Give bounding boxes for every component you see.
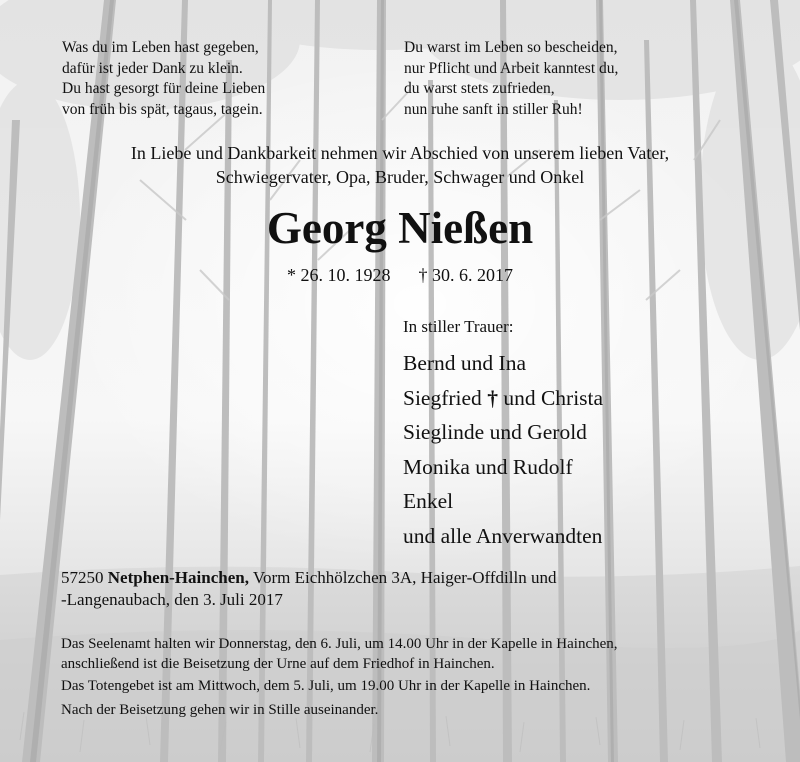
- poem-left-line: von früh bis spät, tagaus, tagein.: [62, 100, 263, 118]
- deceased-name: Georg Nießen: [266, 203, 534, 253]
- notice-line: Nach der Beisetzung gehen wir in Stille auseinander.: [61, 702, 379, 718]
- death-date: † 30. 6. 2017: [418, 265, 513, 285]
- funeral-notices: [61, 634, 761, 720]
- poem-left-line: Was du im Leben hast gegeben,: [62, 39, 259, 56]
- notice-line: Das Seelenamt halten wir Donnerstag, den 6. Juli, um 14.00 Uhr in der Kapelle in Hainchen,: [61, 636, 618, 652]
- mourner-line: Monika und Rudolf: [403, 454, 573, 479]
- poem-right: [404, 38, 618, 120]
- mourner-line: Enkel: [403, 489, 454, 513]
- life-dates: [0, 263, 800, 287]
- cross-icon: †: [487, 385, 498, 410]
- address-line: -Langenaubach, den 3. Juli 2017: [61, 590, 283, 609]
- poem-right-line: nur Pflicht und Arbeit kanntest du,: [404, 59, 619, 77]
- poem-right-line: nun ruhe sanft in stiller Ruh!: [404, 100, 583, 118]
- poem-left: [62, 38, 265, 120]
- address-street: Vorm Eichhölzchen 3A, Haiger-Offdilln und: [252, 568, 557, 587]
- mourner-name: Siegfried: [403, 385, 488, 410]
- notice-line: anschließend ist die Beisetzung der Urne auf dem Friedhof in Hainchen.: [61, 656, 495, 672]
- poem-right-line: du warst stets zufrieden,: [404, 80, 555, 97]
- mourner-name: und Christa: [497, 385, 604, 410]
- address-block: [61, 567, 741, 611]
- intro-text: [0, 141, 800, 189]
- intro-line: Schwiegervater, Opa, Bruder, Schwager und Onkel: [215, 167, 585, 187]
- mourners-heading: In stiller Trauer:: [403, 317, 514, 336]
- intro-line: In Liebe und Dankbarkeit nehmen wir Abschied von unserem lieben Vater,: [130, 143, 670, 163]
- mourner-line: [403, 381, 603, 416]
- poem-left-line: Du hast gesorgt für deine Lieben: [62, 80, 266, 97]
- poem-left-line: dafür ist jeder Dank zu klein.: [62, 59, 243, 77]
- address-line: [61, 567, 741, 589]
- mourner-line: Bernd und Ina: [403, 351, 526, 375]
- place-name: Netphen-Hainchen,: [107, 568, 249, 587]
- poem-right-line: Du warst im Leben so bescheiden,: [404, 39, 618, 56]
- mourner-line: und alle Anverwandten: [403, 523, 603, 548]
- mourner-line: Sieglinde und Gerold: [403, 420, 587, 444]
- postcode: 57250: [61, 568, 104, 587]
- birth-date: * 26. 10. 1928: [287, 265, 391, 285]
- notice-line: Das Totengebet ist am Mittwoch, dem 5. Juli, um 19.00 Uhr in der Kapelle in Hainchen.: [61, 678, 591, 694]
- mourners-list: [403, 346, 603, 553]
